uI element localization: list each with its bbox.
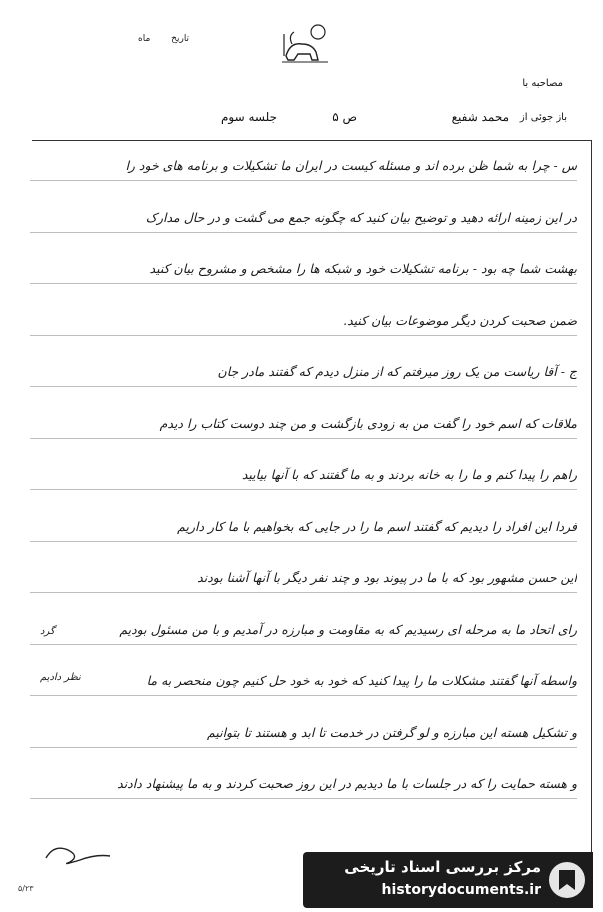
- interviewer-row: [160, 110, 567, 132]
- watermark: [303, 852, 593, 908]
- handwritten-line: ضمن صحبت کردن دیگر موضوعات بیان کنید.: [343, 312, 577, 328]
- ruled-line: [30, 695, 577, 696]
- ruled-line: [30, 541, 577, 542]
- margin-note: گرد: [40, 626, 55, 637]
- frame-top-line: [32, 140, 592, 141]
- handwritten-line: این حسن مشهور بود که با ما در پیوند بود و چند نفر دیگر با آنها آشنا بودند: [197, 570, 577, 585]
- handwritten-line: فردا این افراد را دیدیم که گفتند اسم ما را در جایی که بخواهیم با ما کار داریم: [177, 518, 577, 534]
- ruled-line: [30, 386, 577, 387]
- interviewer-name: محمد شفیع: [451, 110, 509, 124]
- handwritten-line: ملاقات که اسم خود را گفت من به زودی بازگشت و من چند دوست کتاب را دیدم: [159, 415, 577, 431]
- interviewer-label: باز جوئی از: [519, 112, 567, 123]
- handwritten-line: واسطه آنها گفتند مشکلات ما را پیدا کنید که خود به خود حل کنیم چون منحصر به ما: [146, 673, 577, 688]
- ruled-line: [30, 438, 577, 439]
- ruled-line: [30, 180, 577, 181]
- watermark-title: مرکز بررسی اسناد تاریخی: [344, 858, 541, 876]
- handwritten-line: بهشت شما چه بود - برنامه تشکیلات خود و شبکه ها را مشخص و مشروح بیان کنید: [149, 261, 577, 276]
- handwritten-line: رای اتحاد ما به مرحله ای رسیدیم که به مقاومت و مبارزه در آمدیم و با من مسئول بودیم: [119, 621, 577, 637]
- handwritten-line: و هسته حمایت را که در جلسات با ما دیدیم در این روز صحبت کردند و به ما پیشنهاد دادند: [117, 776, 577, 791]
- ruled-line: [30, 592, 577, 593]
- ruled-line: [30, 335, 577, 336]
- signature-mark: [40, 838, 120, 868]
- date-label: تاریخ: [171, 34, 190, 44]
- handwritten-line: در این زمینه ارائه دهید و توضیح بیان کنید که چگونه جمع می گشت و در حال مدارک: [145, 209, 577, 225]
- header-date: [120, 34, 189, 44]
- lion-and-sun-emblem-icon: [278, 22, 332, 66]
- ruled-line: [30, 232, 577, 233]
- ruled-line: [30, 644, 577, 645]
- month-label: ماه: [138, 34, 151, 44]
- page-label: ص ۵: [332, 110, 357, 124]
- session-label: جلسه سوم: [220, 110, 277, 124]
- interview-with-label: مصاحبه با: [522, 78, 563, 89]
- ruled-line: [30, 798, 577, 799]
- watermark-url: historydocuments.ir: [381, 882, 541, 898]
- ruled-line: [30, 283, 577, 284]
- archive-logo-icon: [547, 860, 587, 900]
- handwritten-line: ج - آقا ریاست من یک روز میرفتم که از منزل دیدم که گفتند مادر جان: [217, 364, 577, 379]
- ruled-line: [30, 747, 577, 748]
- footer-page-number: ۵/۲۳: [18, 884, 34, 893]
- handwritten-line: س - چرا به شما ظن برده اند و مسئله کیست در ایران ما تشکیلات و برنامه های خود را: [125, 158, 577, 173]
- handwritten-line: و تشکیل هسته این مبارزه و لو گرفتن در خدمت تا ابد و هستند تا بتوانیم: [207, 724, 577, 740]
- frame-right-line: [591, 140, 592, 860]
- margin-note: نظر دادیم: [40, 672, 81, 683]
- ruled-line: [30, 489, 577, 490]
- handwritten-line: راهم را پیدا کنم و ما را به خانه بردند و به ما گفتند که با آنها بیایید: [241, 467, 577, 482]
